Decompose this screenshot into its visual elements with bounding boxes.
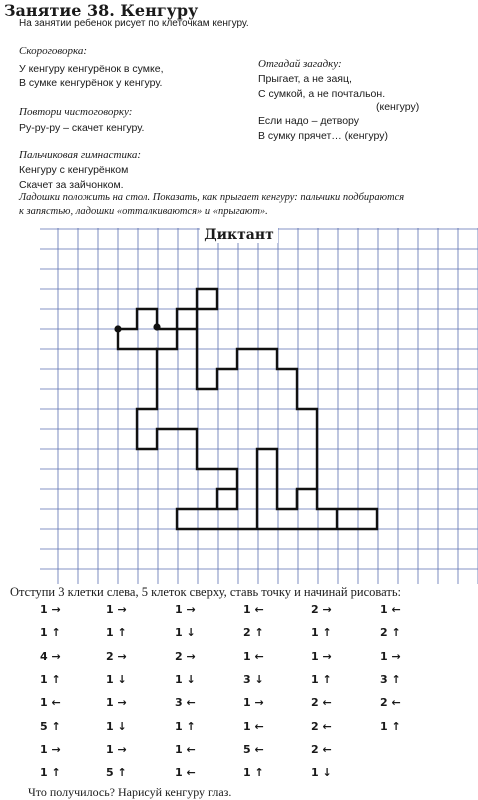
dictation-step: 1 → <box>243 696 264 710</box>
dictation-step: 1 ← <box>175 766 196 780</box>
footer-question: Что получилось? Нарисуй кенгуру глаз. <box>28 785 232 799</box>
dictation-step: 1 ← <box>380 603 401 616</box>
dictation-step: 1 → <box>40 742 61 756</box>
dictation-step: 1 ↑ <box>175 719 196 733</box>
dictation-step: 1 ← <box>175 742 196 756</box>
dictation-step: 2 ← <box>311 742 332 756</box>
dictation-step: 1 ↑ <box>380 719 401 733</box>
dictation-step: 2 ← <box>380 696 401 710</box>
tongue-twister-line: В сумке кенгурёнок у кенгуру. <box>19 77 163 89</box>
dictation-step: 3 ↓ <box>243 672 264 686</box>
start-dot <box>114 325 121 332</box>
dictation-step: 1 ↑ <box>40 672 61 686</box>
dictation-step: 1 ↑ <box>243 766 264 780</box>
dictation-step: 1 ↓ <box>106 719 127 733</box>
dictation-step: 1 → <box>175 603 196 616</box>
palms-note-line: к запястью, ладошки «отталкиваются» и «прыгают». <box>19 206 268 217</box>
dictation-step: 1 ← <box>243 719 264 733</box>
kangaroo-front-leg <box>217 489 237 509</box>
dictation-step: 1 ↑ <box>40 626 61 640</box>
eye-dot <box>153 323 160 330</box>
dictation-step: 1 → <box>106 696 127 710</box>
dictation-step: 1 ↑ <box>311 672 332 686</box>
dictation-step: 1 → <box>106 603 127 616</box>
dictation-step: 1 ↑ <box>106 626 127 640</box>
dictation-step: 1 → <box>40 603 61 616</box>
clean-talk-line: Ру-ру-ру – скачет кенгуру. <box>19 122 145 134</box>
dictation-step: 2 ← <box>311 696 332 710</box>
dictation-step: 3 ↑ <box>380 672 401 686</box>
dictation-step: 2 ← <box>311 719 332 733</box>
riddle-line: Если надо – детвору <box>258 115 360 127</box>
dictation-step: 5 ↑ <box>106 766 127 780</box>
tongue-twister-heading: Скороговорка: <box>19 45 88 57</box>
tongue-twister-line: У кенгуру кенгурёнок в сумке, <box>19 63 164 75</box>
dictation-step: 1 ↓ <box>175 626 196 640</box>
dictation-step: 5 ← <box>243 742 264 756</box>
page-title: Занятие 38. Кенгуру <box>4 1 199 20</box>
dictation-step: 2 → <box>175 649 196 663</box>
dictation-step: 1 → <box>106 742 127 756</box>
dictation-instruction: Отступи 3 клетки слева, 5 клеток сверху, ставь точку и начинай рисовать: <box>10 585 402 599</box>
dictation-step: 2 → <box>106 649 127 663</box>
dictation-step: 1 ← <box>243 603 264 616</box>
dictation-title: Диктант <box>0 227 478 243</box>
finger-gym-heading: Пальчиковая гимнастика: <box>19 149 141 161</box>
riddle-line: С сумкой, а не почтальон. <box>258 88 386 100</box>
dictation-step: 1 ← <box>243 649 264 663</box>
kangaroo-tail <box>257 449 317 529</box>
kangaroo-ear-line <box>118 329 157 349</box>
dictation-step: 1 ↑ <box>311 626 332 640</box>
dictation-step: 1 → <box>311 649 332 663</box>
riddle-line: В сумку прячет… (кенгуру) <box>258 130 388 142</box>
riddle-heading: Отгадай загадку: <box>258 58 342 70</box>
dictation-step: 3 ← <box>175 696 196 710</box>
dictation-step: 4 → <box>40 649 61 663</box>
dictation-step: 1 ↓ <box>106 672 127 686</box>
page-subtitle: На занятии ребенок рисует по клеточкам кенгуру. <box>19 18 249 29</box>
dictation-step: 1 ↓ <box>311 766 332 780</box>
clean-talk-heading: Повтори чистоговорку: <box>19 106 133 118</box>
dictation-step: 2 ↑ <box>380 626 401 640</box>
riddle-line: Прыгает, а не заяц, <box>258 73 352 85</box>
finger-gym-line: Кенгуру с кенгурёнком <box>19 164 129 176</box>
dictation-step: 1 ← <box>40 696 61 710</box>
dictation-step: 1 → <box>380 649 401 663</box>
dictation-step: 2 → <box>311 603 332 616</box>
dictation-step: 5 ↑ <box>40 719 61 733</box>
riddle-answer: (кенгуру) <box>376 101 420 113</box>
palms-note-line: Ладошки положить на стол. Показать, как прыгает кенгуру: пальчики подбираются <box>19 192 405 203</box>
dictation-step: 1 ↑ <box>40 766 61 780</box>
finger-gym-line: Скачет за зайчонком. <box>19 179 124 191</box>
dictation-step: 2 ↑ <box>243 626 264 640</box>
dictation-step: 1 ↓ <box>175 672 196 686</box>
